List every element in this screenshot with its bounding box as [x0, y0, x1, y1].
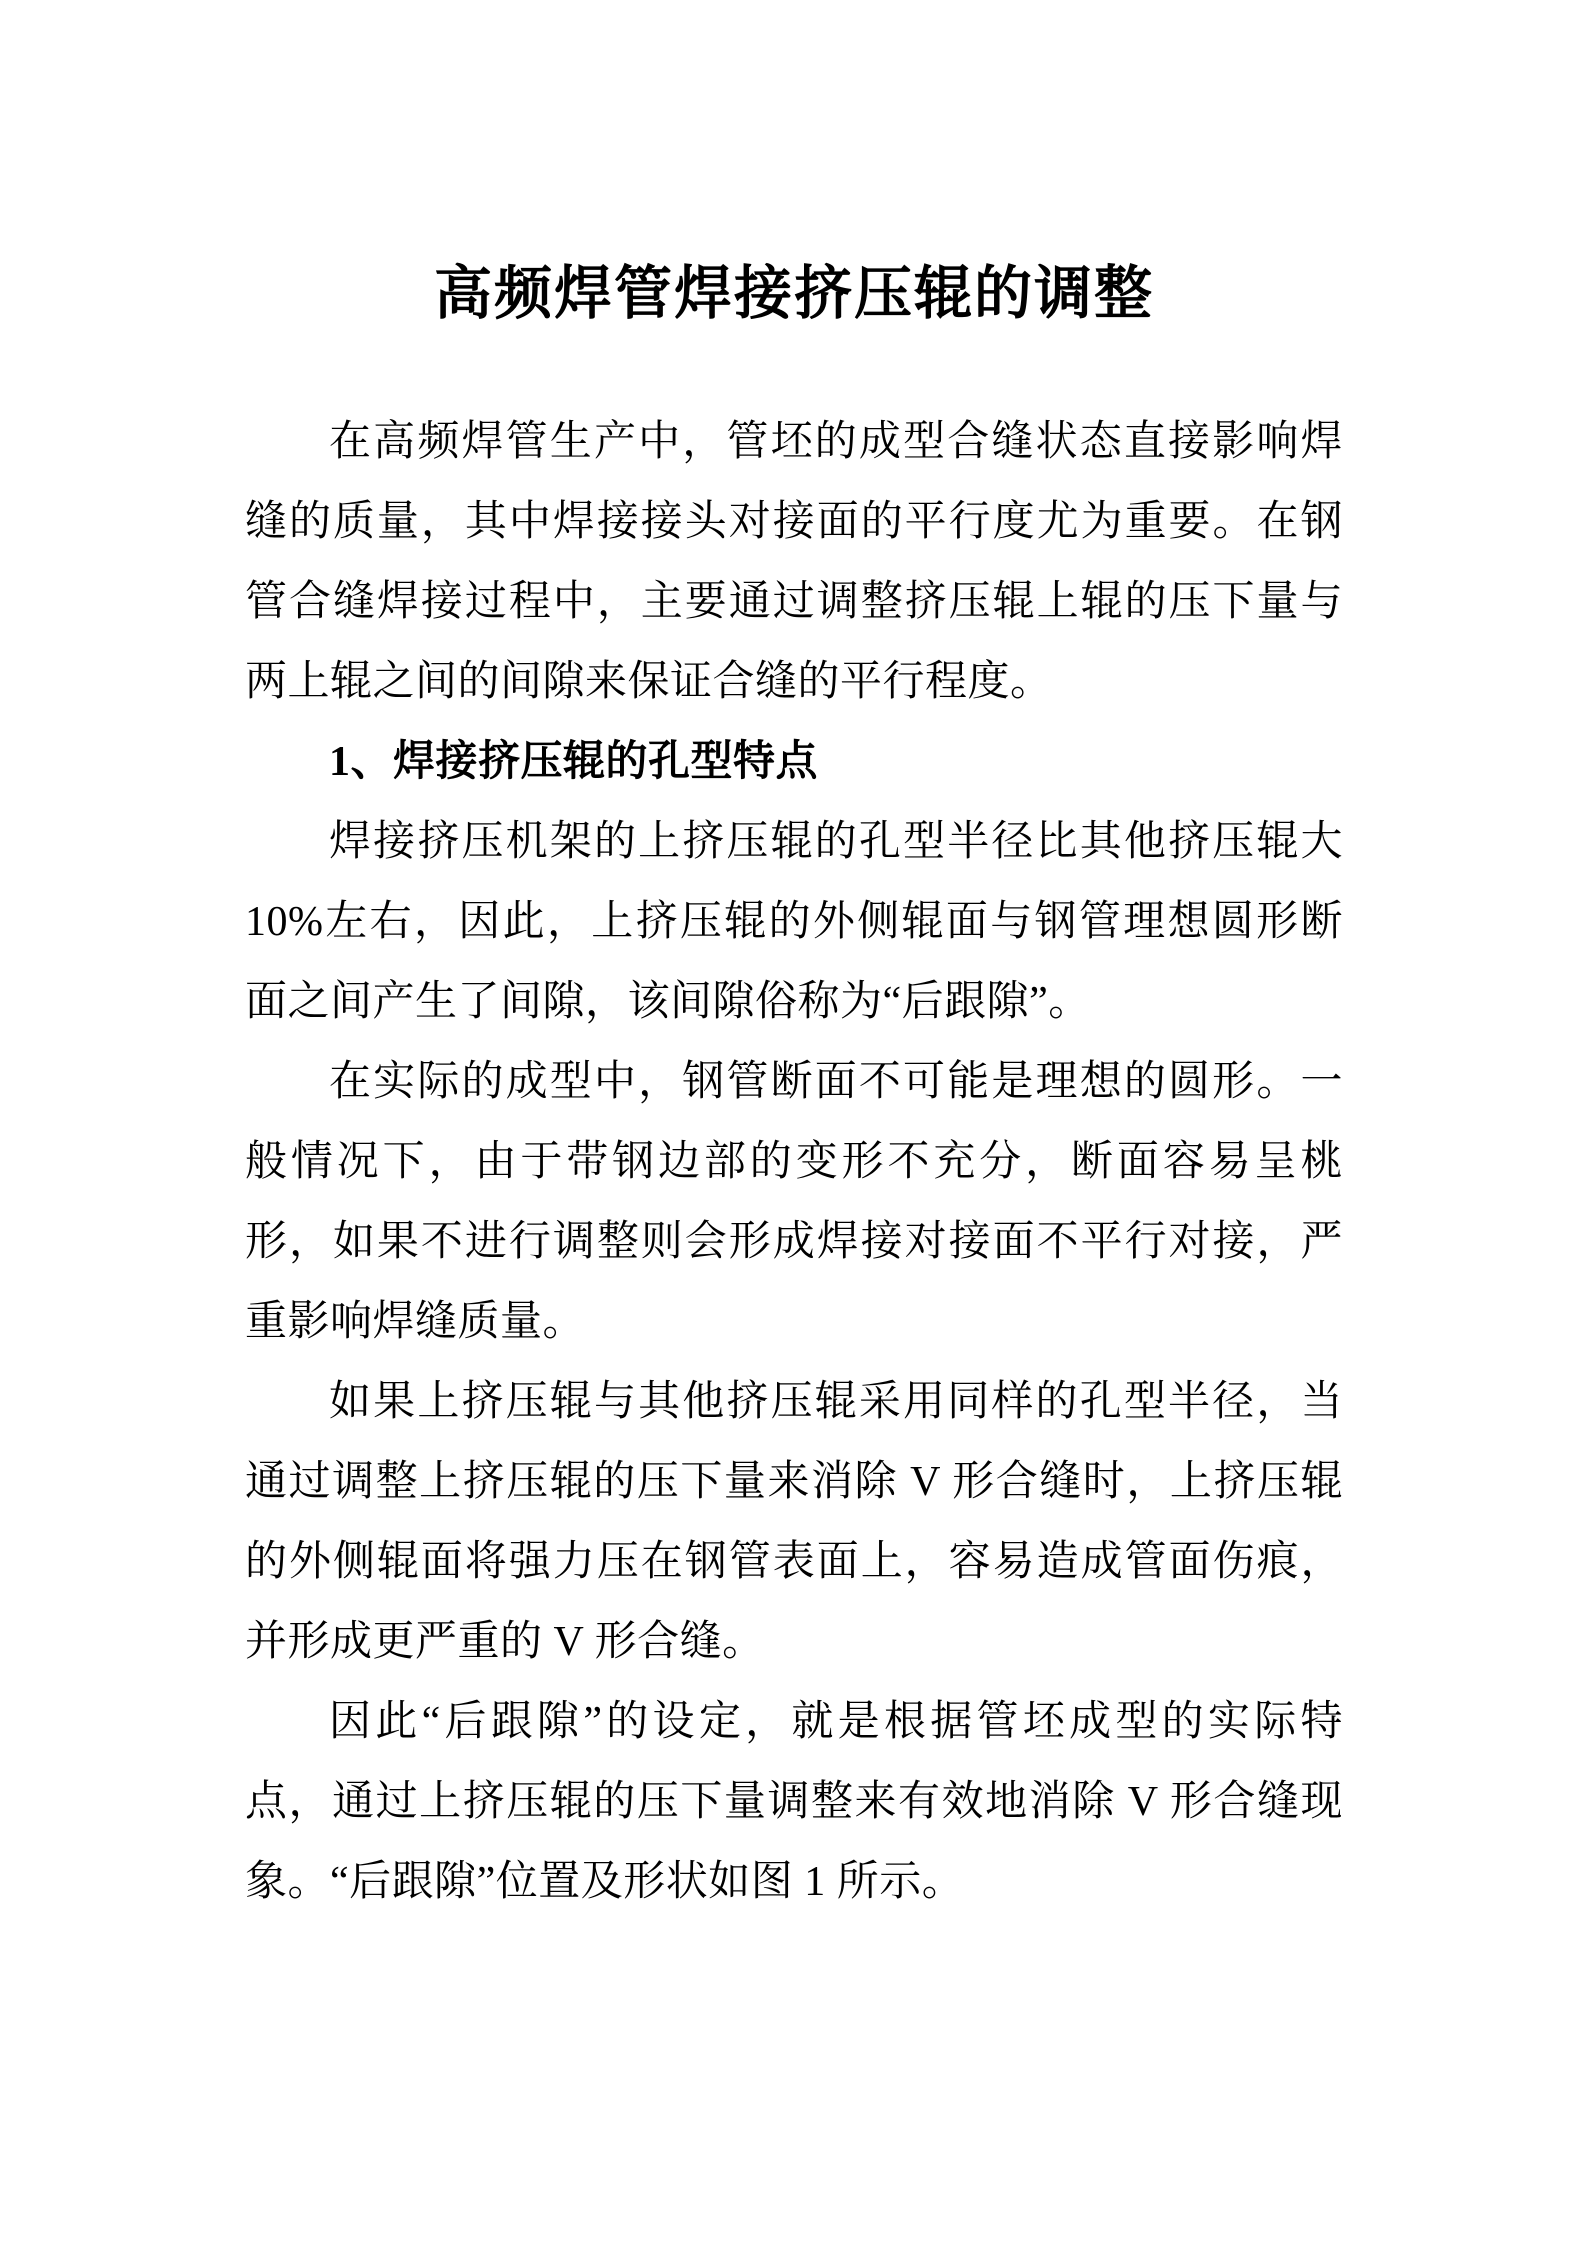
paragraph-heel-gap-setting: 因此“后跟隙”的设定，就是根据管坯成型的实际特点，通过上挤压辊的压下量调整来有效地消除 V 形合缝现象。“后跟隙”位置及形状如图 1 所示。 [245, 1699, 1343, 1905]
section-heading-1: 1、焊接挤压辊的孔型特点 [329, 739, 819, 785]
document-title: 高频焊管焊接挤压辊的调整 [433, 261, 1154, 326]
paragraph-actual-forming: 在实际的成型中，钢管断面不可能是理想的圆形。一般情况下，由于带钢边部的变形不充分，断面容易呈桃形，如果不进行调整则会形成焊接对接面不平行对接，严重影响焊缝质量。 [245, 1059, 1343, 1345]
paragraph-intro: 在高频焊管生产中，管坯的成型合缝状态直接影响焊缝的质量，其中焊接接头对接面的平行度尤为重要。在钢管合缝焊接过程中，主要通过调整挤压辊上辊的压下量与两上辊之间的间隙来保证合缝的平行程度。 [245, 419, 1343, 705]
paragraph-pass-characteristics: 焊接挤压机架的上挤压辊的孔型半径比其他挤压辊大10%左右，因此，上挤压辊的外侧辊面与钢管理想圆形断面之间产生了间隙，该间隙俗称为“后跟隙”。 [245, 819, 1343, 1025]
paragraph-same-radius-problem: 如果上挤压辊与其他挤压辊采用同样的孔型半径，当通过调整上挤压辊的压下量来消除 V 形合缝时，上挤压辊的外侧辊面将强力压在钢管表面上，容易造成管面伤痕，并形成更严重的 V 形合缝。 [245, 1379, 1343, 1665]
